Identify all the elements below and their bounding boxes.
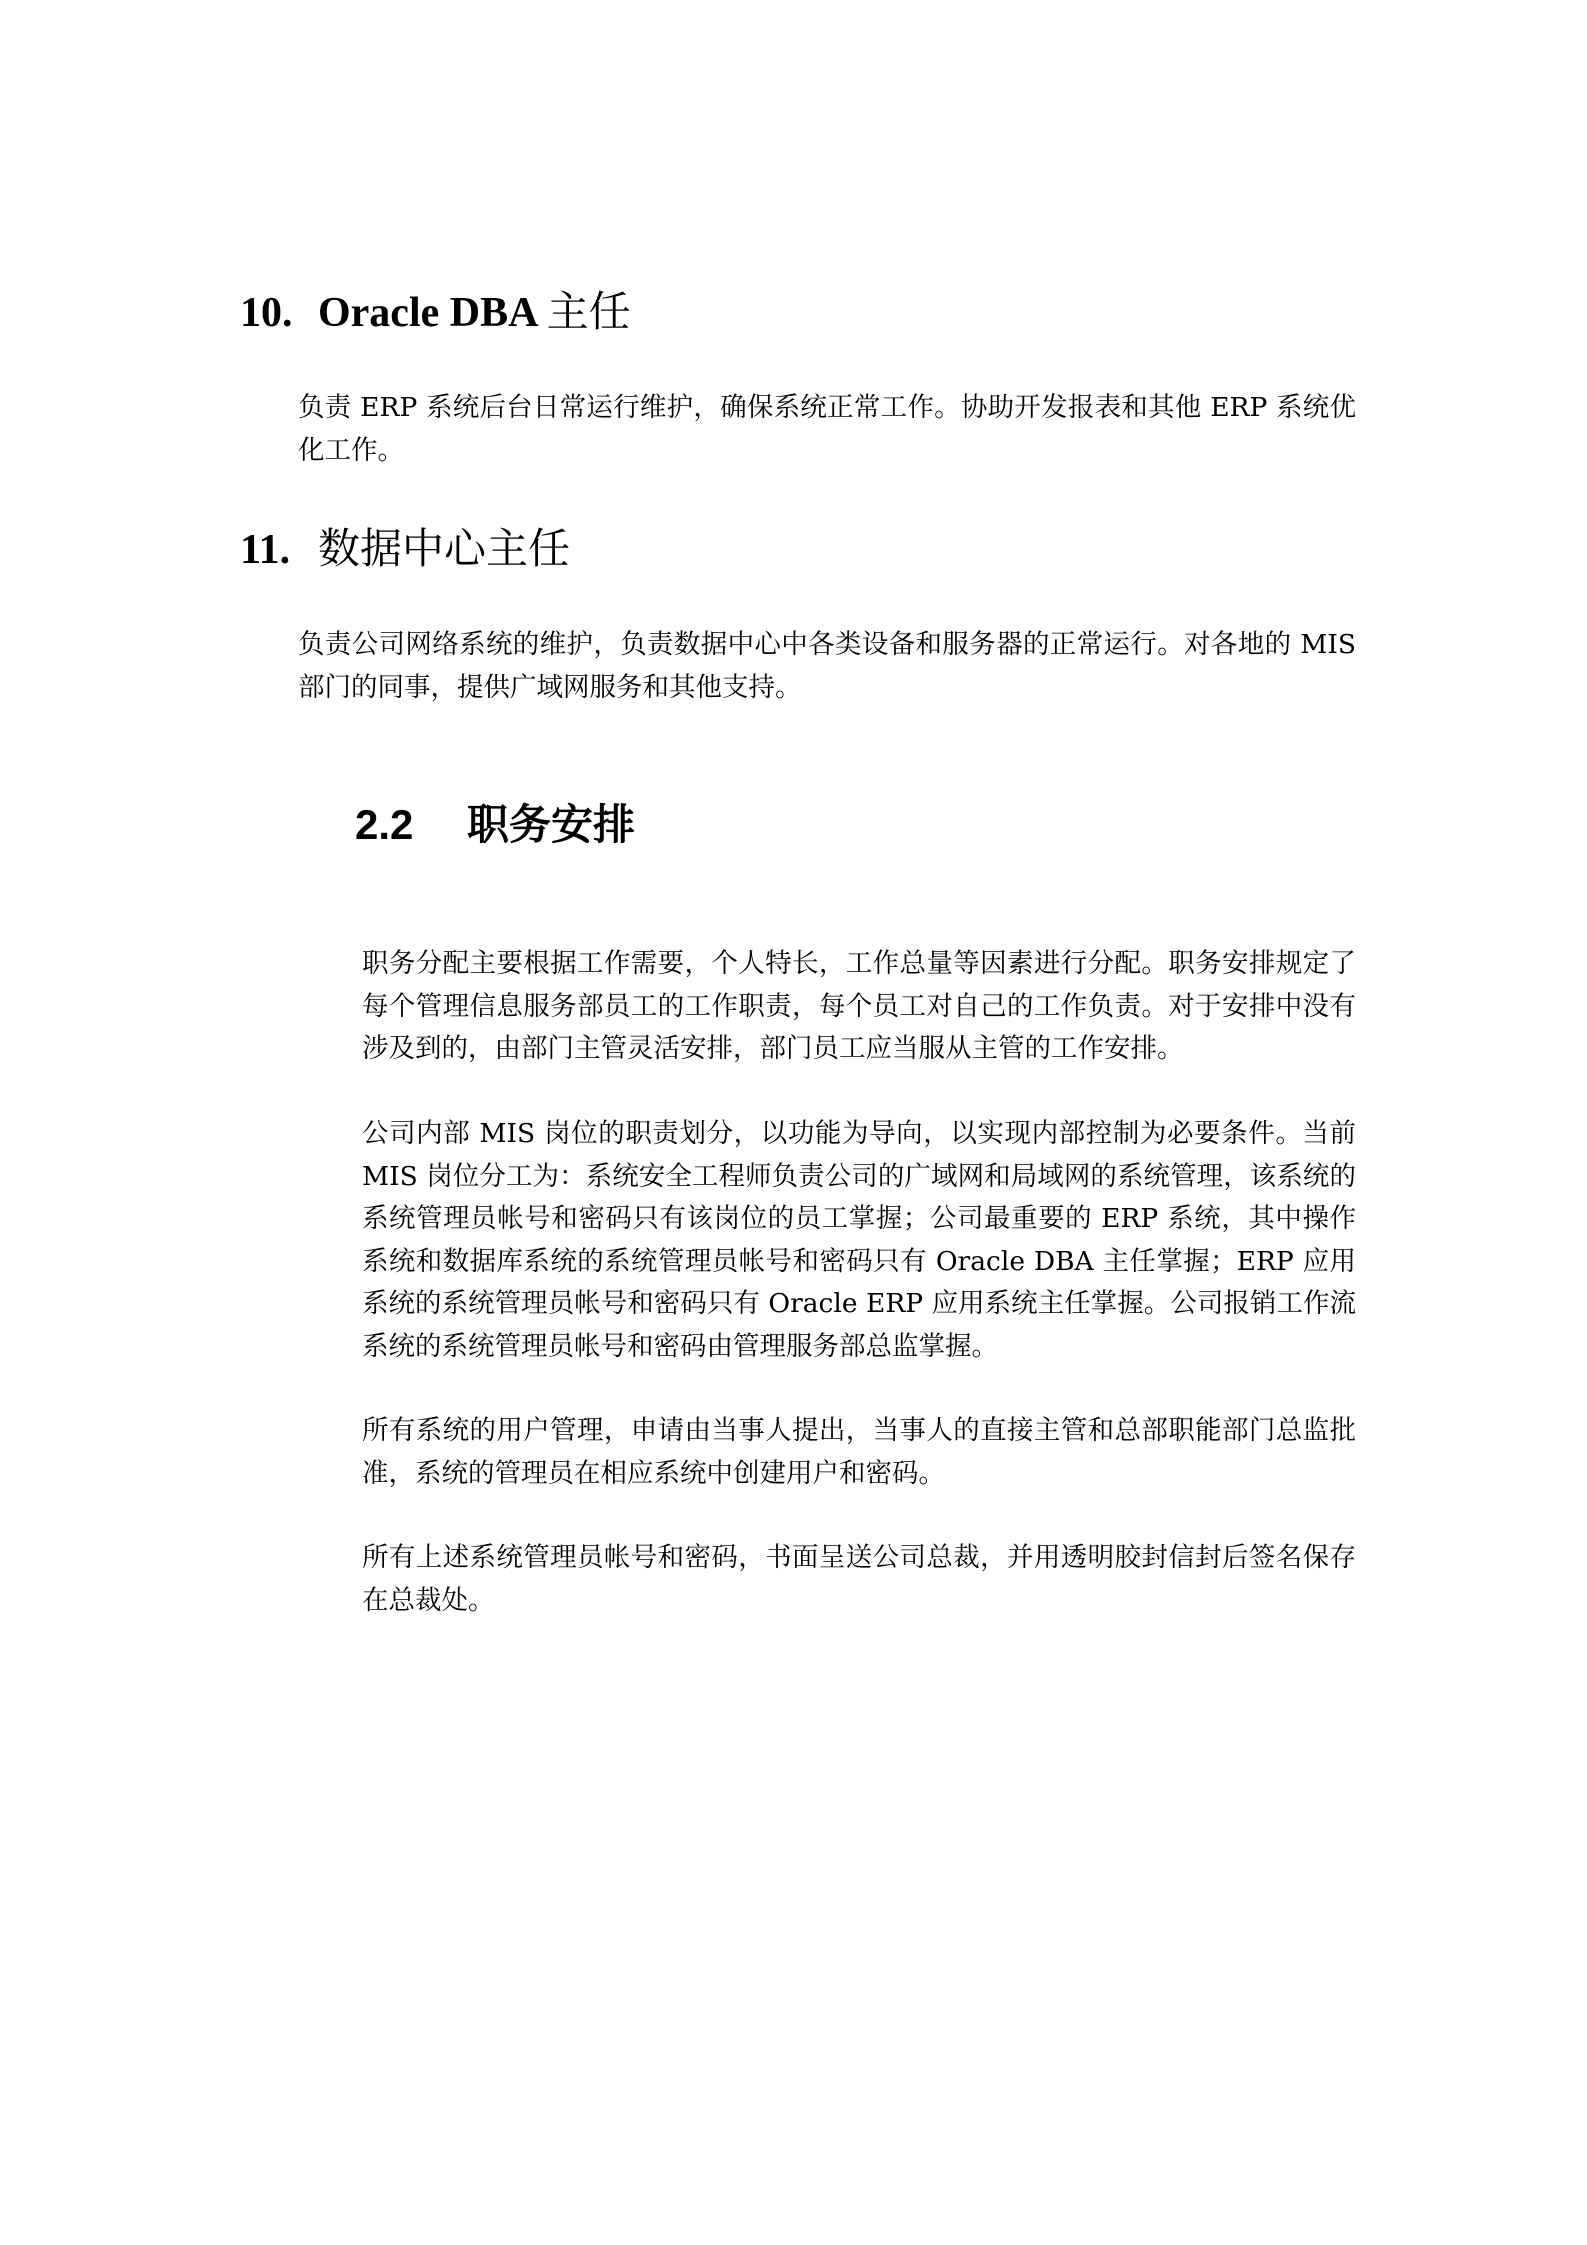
heading-number: 11. [240, 527, 291, 573]
section-10-body: 负责 ERP 系统后台日常运行维护，确保系统正常工作。协助开发报表和其他 ERP 系统优化工作。 [298, 392, 1356, 466]
paragraph-duty-allocation: 职务分配主要根据工作需要，个人特长，工作总量等因素进行分配。职务安排规定了每个管理信息服务部员工的工作职责，每个员工对自己的工作负责。对于安排中没有涉及到的，由部门主管灵活安排，部门员工应当服从主管的工作安排。 [362, 948, 1356, 1064]
heading-title: 数据中心主任 [318, 524, 571, 573]
heading-title: 职务安排 [467, 800, 636, 849]
paragraph-mis-roles: 公司内部 MIS 岗位的职责划分，以功能为导向，以实现内部控制为必要条件。当前 MIS 岗位分工为：系统安全工程师负责公司的广域网和局域网的系统管理，该系统的系统管理员帐号和密码只有该岗位的员工掌握；公司最重要的 ERP 系统，其中操作系统和数据库系统的系统管理员帐号和密码只有 Oracle DBA 主任掌握；ERP 应用系统的系统管理员帐号和密码只有 Oracle ERP 应用系统主任掌握。公司报销工作流系统的系统管理员帐号和密码由管理服务部总监掌握。 [362, 1118, 1356, 1362]
heading-number: 10. [240, 290, 293, 336]
heading-section-2-2 [355, 800, 635, 850]
heading-section-10 [240, 287, 631, 338]
heading-number: 2.2 [355, 801, 414, 848]
paragraph-password-storage: 所有上述系统管理员帐号和密码，书面呈送公司总裁，并用透明胶封信封后签名保存在总裁处。 [362, 1542, 1356, 1616]
heading-section-11 [240, 524, 570, 575]
heading-title-cjk: 主任 [546, 287, 631, 336]
heading-title-latin: Oracle DBA [318, 290, 537, 336]
paragraph-user-management: 所有系统的用户管理，申请由当事人提出，当事人的直接主管和总部职能部门总监批准，系统的管理员在相应系统中创建用户和密码。 [362, 1415, 1356, 1489]
section-11-body: 负责公司网络系统的维护，负责数据中心中各类设备和服务器的正常运行。对各地的 MIS 部门的同事，提供广域网服务和其他支持。 [298, 629, 1356, 703]
